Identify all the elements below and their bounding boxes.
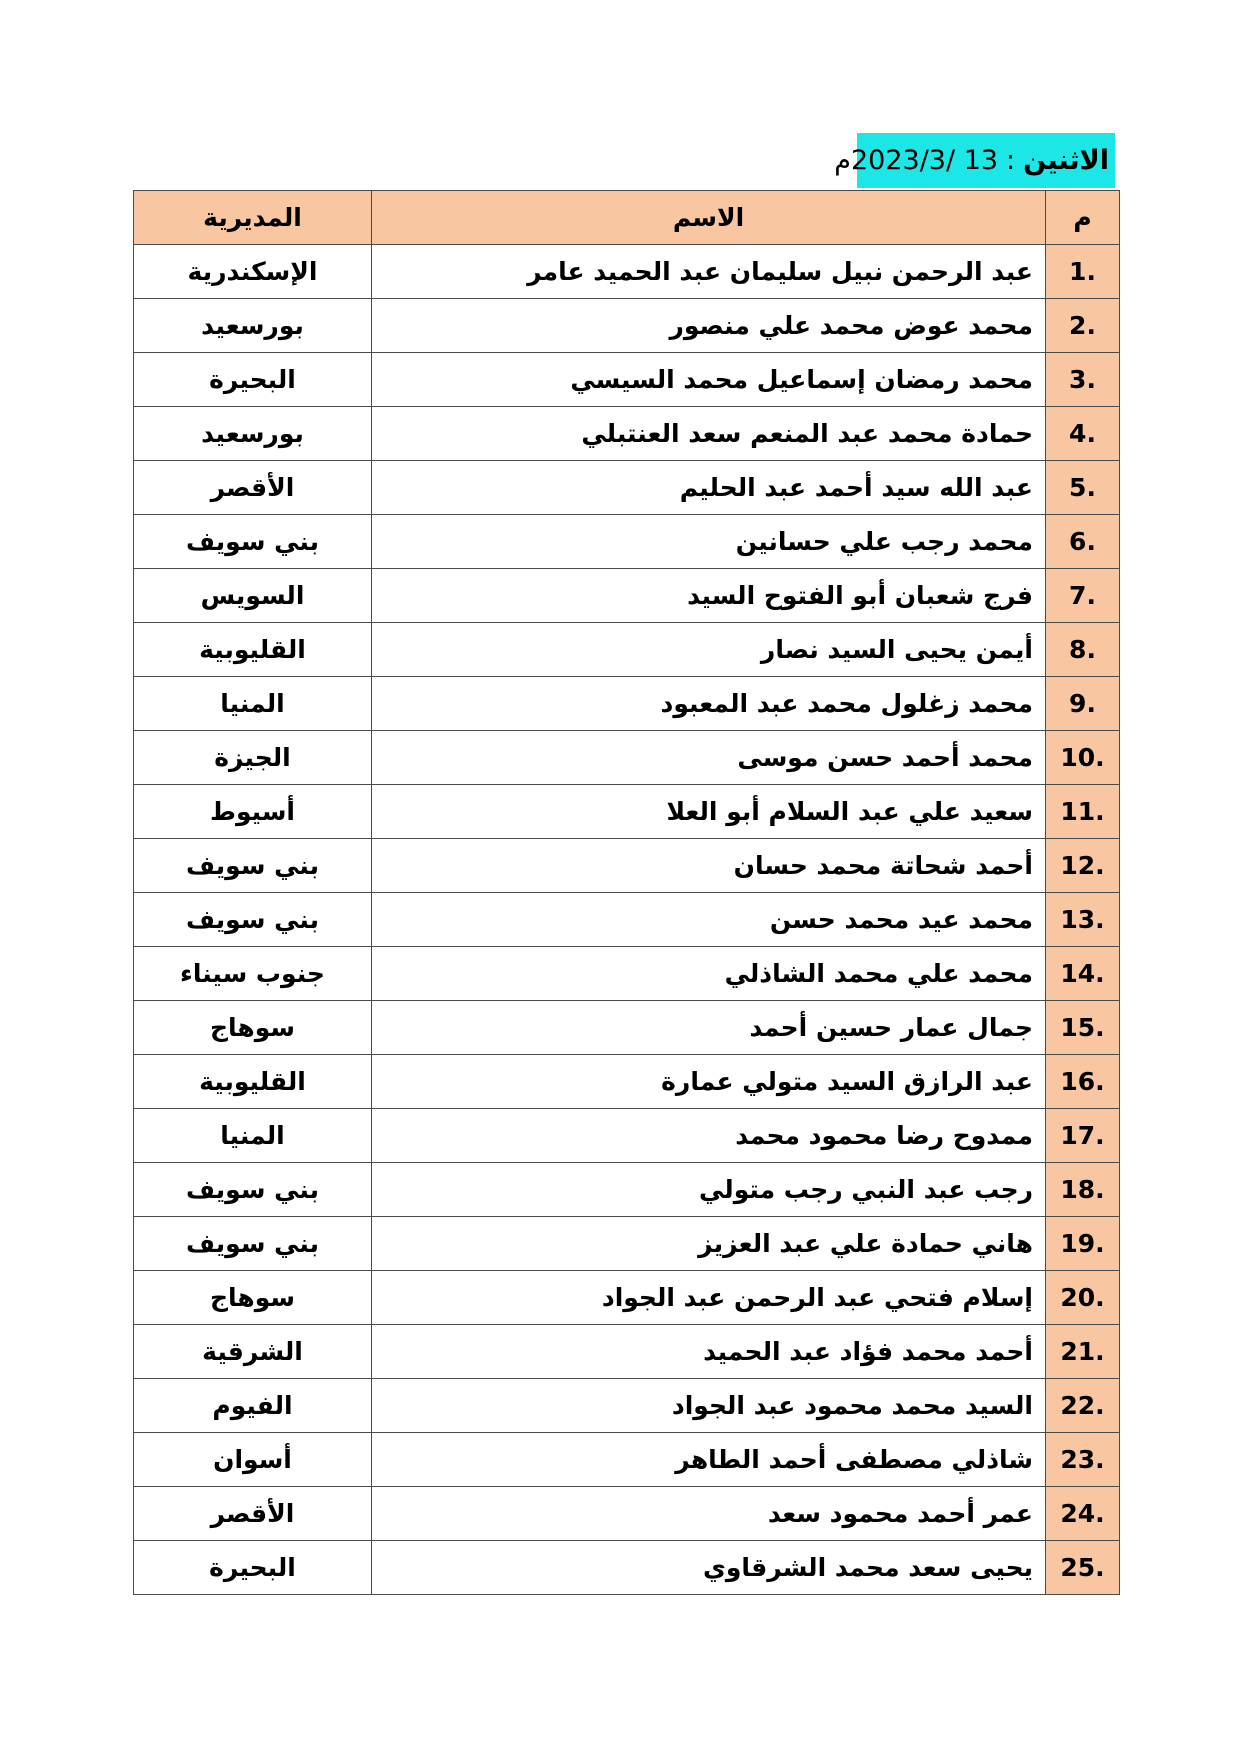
row-number: 11. (1046, 785, 1120, 839)
row-number: 22. (1046, 1379, 1120, 1433)
row-number: 12. (1046, 839, 1120, 893)
row-number: 13. (1046, 893, 1120, 947)
table-row (134, 1541, 1120, 1595)
directorate-name: بني سويف (134, 893, 372, 947)
directorate-name: سوهاج (134, 1001, 372, 1055)
directorate-name: البحيرة (134, 1541, 372, 1595)
row-number: 10. (1046, 731, 1120, 785)
person-name: محمد أحمد حسن موسى (372, 731, 1046, 785)
directorate-name: سوهاج (134, 1271, 372, 1325)
table-row (134, 353, 1120, 407)
directorate-name: السويس (134, 569, 372, 623)
column-header-name: الاسم (372, 191, 1046, 245)
row-number: 4. (1046, 407, 1120, 461)
person-name: عبد الرحمن نبيل سليمان عبد الحميد عامر (372, 245, 1046, 299)
table-row (134, 839, 1120, 893)
table-row (134, 1325, 1120, 1379)
row-number: 20. (1046, 1271, 1120, 1325)
row-number: 3. (1046, 353, 1120, 407)
date-value: 13 /2023/3م (834, 145, 999, 176)
row-number: 17. (1046, 1109, 1120, 1163)
roster-table (133, 190, 1120, 1595)
person-name: محمد عوض محمد علي منصور (372, 299, 1046, 353)
row-number: 5. (1046, 461, 1120, 515)
person-name: محمد عيد محمد حسن (372, 893, 1046, 947)
table-row (134, 461, 1120, 515)
person-name: محمد رمضان إسماعيل محمد السيسي (372, 353, 1046, 407)
table-row (134, 1487, 1120, 1541)
directorate-name: القليوبية (134, 1055, 372, 1109)
person-name: محمد زغلول محمد عبد المعبود (372, 677, 1046, 731)
person-name: السيد محمد محمود عبد الجواد (372, 1379, 1046, 1433)
table-row (134, 947, 1120, 1001)
directorate-name: بورسعيد (134, 407, 372, 461)
person-name: حمادة محمد عبد المنعم سعد العنتبلي (372, 407, 1046, 461)
person-name: أحمد محمد فؤاد عبد الحميد (372, 1325, 1046, 1379)
row-number: 24. (1046, 1487, 1120, 1541)
person-name: أحمد شحاتة محمد حسان (372, 839, 1046, 893)
date-header (834, 133, 1115, 188)
table-row (134, 1055, 1120, 1109)
row-number: 6. (1046, 515, 1120, 569)
column-header-directorate: المديرية (134, 191, 372, 245)
person-name: هاني حمادة علي عبد العزيز (372, 1217, 1046, 1271)
row-number: 23. (1046, 1433, 1120, 1487)
row-number: 2. (1046, 299, 1120, 353)
directorate-name: أسيوط (134, 785, 372, 839)
directorate-name: المنيا (134, 677, 372, 731)
directorate-name: أسوان (134, 1433, 372, 1487)
person-name: جمال عمار حسين أحمد (372, 1001, 1046, 1055)
directorate-name: بني سويف (134, 839, 372, 893)
person-name: إسلام فتحي عبد الرحمن عبد الجواد (372, 1271, 1046, 1325)
row-number: 25. (1046, 1541, 1120, 1595)
person-name: أيمن يحيى السيد نصار (372, 623, 1046, 677)
directorate-name: الفيوم (134, 1379, 372, 1433)
table-row (134, 893, 1120, 947)
column-header-number: م (1046, 191, 1120, 245)
table-row (134, 1433, 1120, 1487)
person-name: يحيى سعد محمد الشرقاوي (372, 1541, 1046, 1595)
directorate-name: الشرقية (134, 1325, 372, 1379)
person-name: شاذلي مصطفى أحمد الطاهر (372, 1433, 1046, 1487)
table-row (134, 569, 1120, 623)
roster-body (134, 245, 1120, 1595)
table-row (134, 623, 1120, 677)
table-row (134, 515, 1120, 569)
directorate-name: الجيزة (134, 731, 372, 785)
day-label: الاثنين (1023, 145, 1109, 176)
person-name: عبد الله سيد أحمد عبد الحليم (372, 461, 1046, 515)
row-number: 1. (1046, 245, 1120, 299)
table-row (134, 1271, 1120, 1325)
row-number: 21. (1046, 1325, 1120, 1379)
row-number: 19. (1046, 1217, 1120, 1271)
person-name: محمد علي محمد الشاذلي (372, 947, 1046, 1001)
table-row (134, 1217, 1120, 1271)
row-number: 14. (1046, 947, 1120, 1001)
row-number: 15. (1046, 1001, 1120, 1055)
table-row (134, 407, 1120, 461)
directorate-name: المنيا (134, 1109, 372, 1163)
table-row (134, 245, 1120, 299)
person-name: ممدوح رضا محمود محمد (372, 1109, 1046, 1163)
directorate-name: بني سويف (134, 515, 372, 569)
directorate-name: الأقصر (134, 461, 372, 515)
directorate-name: الأقصر (134, 1487, 372, 1541)
date-separator: : (1006, 145, 1016, 176)
table-row (134, 299, 1120, 353)
directorate-name: القليوبية (134, 623, 372, 677)
directorate-name: بني سويف (134, 1217, 372, 1271)
table-row (134, 731, 1120, 785)
row-number: 7. (1046, 569, 1120, 623)
row-number: 9. (1046, 677, 1120, 731)
person-name: عمر أحمد محمود سعد (372, 1487, 1046, 1541)
directorate-name: بني سويف (134, 1163, 372, 1217)
row-number: 8. (1046, 623, 1120, 677)
person-name: رجب عبد النبي رجب متولي (372, 1163, 1046, 1217)
person-name: عبد الرازق السيد متولي عمارة (372, 1055, 1046, 1109)
row-number: 16. (1046, 1055, 1120, 1109)
person-name: سعيد علي عبد السلام أبو العلا (372, 785, 1046, 839)
row-number: 18. (1046, 1163, 1120, 1217)
person-name: فرج شعبان أبو الفتوح السيد (372, 569, 1046, 623)
table-row (134, 1163, 1120, 1217)
directorate-name: جنوب سيناء (134, 947, 372, 1001)
directorate-name: البحيرة (134, 353, 372, 407)
table-row (134, 1001, 1120, 1055)
table-row (134, 1109, 1120, 1163)
table-row (134, 1379, 1120, 1433)
table-row (134, 677, 1120, 731)
table-row (134, 785, 1120, 839)
directorate-name: بورسعيد (134, 299, 372, 353)
person-name: محمد رجب علي حسانين (372, 515, 1046, 569)
directorate-name: الإسكندرية (134, 245, 372, 299)
table-header-row (134, 191, 1120, 245)
